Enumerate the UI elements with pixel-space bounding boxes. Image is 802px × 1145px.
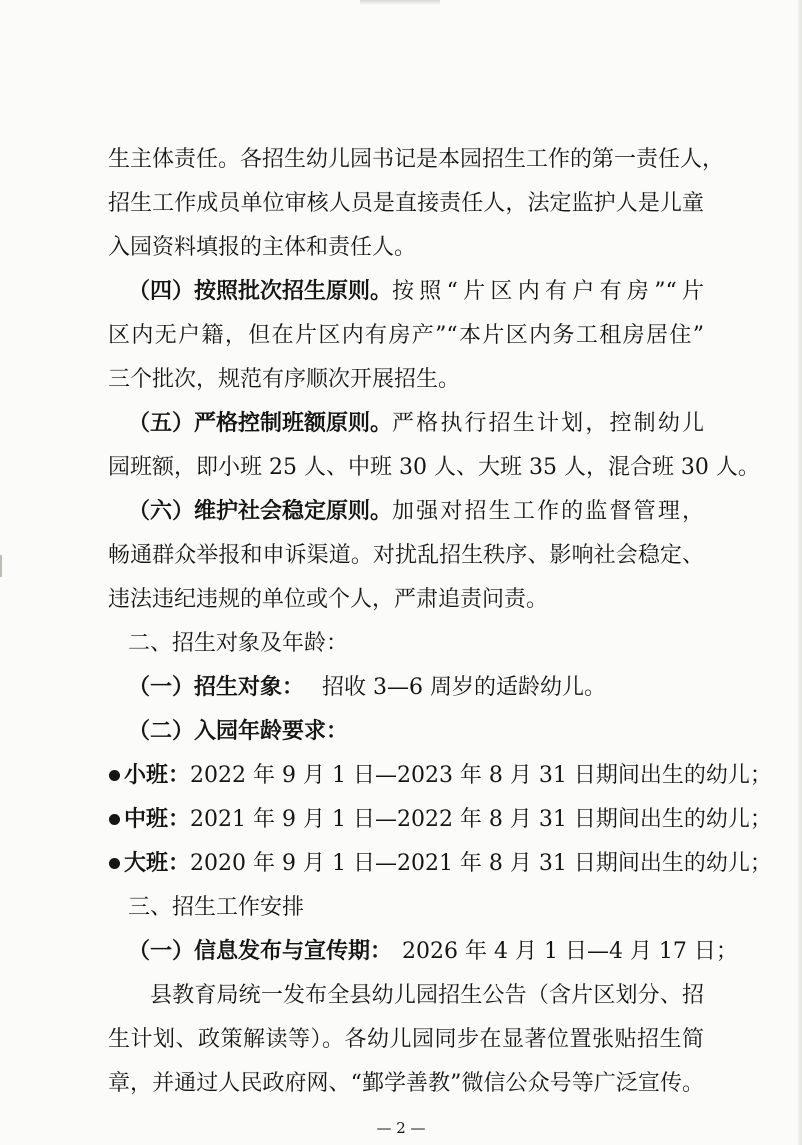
page-number: — 2 — — [376, 1119, 426, 1137]
line-text: 生主体责任。各招生幼儿园书记是本园招生工作的第一责任人， — [108, 147, 725, 172]
scan-top-shadow — [360, 0, 440, 5]
bullet-dot-icon — [108, 844, 120, 884]
line-text: 加强对招生工作的监督管理， — [392, 499, 704, 524]
line-text: 园班额，即小班 25 人、中班 30 人、大班 35 人，混合班 30 人。 — [108, 455, 760, 480]
section-heading-four: （四）按照批次招生原则。 — [128, 279, 393, 304]
text-line — [0, 888, 802, 928]
text-line — [0, 140, 802, 180]
text-line — [0, 228, 802, 268]
section-heading-five: （五）严格控制班额原则。 — [128, 411, 393, 436]
bullet-dot-icon — [108, 756, 120, 796]
subheading-target: （一）招生对象： — [128, 675, 305, 700]
line-text: 招收 3—6 周岁的适龄幼儿。 — [322, 675, 606, 700]
bullet-text: 2020 年 9 月 1 日—2021 年 8 月 31 日期间出生的幼儿； — [190, 851, 772, 876]
chapter-heading-two: 二、招生对象及年龄： — [128, 631, 349, 656]
bullet-dot-icon — [108, 800, 120, 840]
bullet-item — [0, 756, 802, 796]
bullet-item — [0, 844, 802, 884]
text-line — [0, 580, 802, 620]
bullet-label: 大班： — [124, 851, 191, 876]
line-text: 违法违纪违规的单位或个人，严肃追责问责。 — [108, 587, 549, 612]
text-line — [0, 976, 802, 1016]
subheading-publicity: （一）信息发布与宣传期： — [128, 939, 393, 964]
line-text: 招生工作成员单位审核人员是直接责任人，法定监护人是儿童 — [108, 191, 704, 216]
text-line — [0, 448, 802, 488]
subheading-age: （二）入园年龄要求： — [128, 719, 349, 744]
text-line — [0, 1064, 802, 1104]
line-text: 入园资料填报的主体和责任人。 — [108, 235, 417, 260]
chapter-heading-three: 三、招生工作安排 — [128, 895, 305, 920]
bullet-label: 中班： — [124, 807, 191, 832]
text-line — [0, 1020, 802, 1060]
line-text: 县教育局统一发布全县幼儿园招生公告（含片区划分、招 — [150, 983, 704, 1008]
line-text: 畅通群众举报和申诉渠道。对扰乱招生秩序、影响社会稳定、 — [108, 543, 704, 568]
text-line — [0, 184, 802, 224]
text-line — [0, 404, 802, 444]
text-line — [0, 932, 802, 972]
bullet-text: 2021 年 9 月 1 日—2022 年 8 月 31 日期间出生的幼儿； — [190, 807, 772, 832]
section-heading-six: （六）维护社会稳定原则。 — [128, 499, 393, 524]
line-text: 生计划、政策解读等）。各幼儿园同步在显著位置张贴招生简 — [108, 1027, 704, 1052]
text-line — [0, 712, 802, 752]
text-line — [0, 624, 802, 664]
text-line — [0, 668, 802, 708]
text-line — [0, 272, 802, 312]
line-text: 三个批次，规范有序顺次开展招生。 — [108, 367, 461, 392]
bullet-label: 小班： — [124, 763, 191, 788]
text-line — [0, 360, 802, 400]
text-line — [0, 492, 802, 532]
text-line — [0, 316, 802, 356]
line-text: 严格执行招生计划，控制幼儿 — [392, 411, 704, 436]
bullet-text: 2022 年 9 月 1 日—2023 年 8 月 31 日期间出生的幼儿； — [190, 763, 772, 788]
line-text: 章，并通过人民政府网、“鄞学善教”微信公众号等广泛宣传。 — [108, 1071, 704, 1096]
text-line — [0, 536, 802, 576]
line-text: 区内无户籍，但在片区内有房产”“本片区内务工租房居住” — [108, 323, 704, 348]
line-text: 按照“片区内有户有房”“片 — [392, 279, 704, 304]
line-text: 2026 年 4 月 1 日—4 月 17 日； — [402, 939, 738, 964]
bullet-item — [0, 800, 802, 840]
